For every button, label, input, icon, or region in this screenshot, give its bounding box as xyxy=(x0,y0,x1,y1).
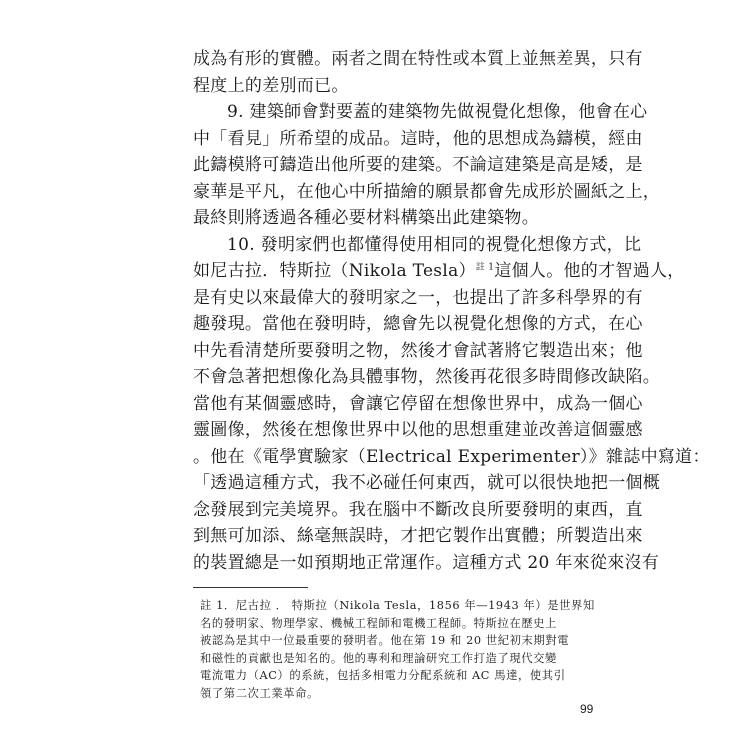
text-segment: 這個人。他的才智過人， xyxy=(494,261,685,281)
text-line: 最終則將透過各種必要材料構築出此建築物。 xyxy=(193,208,539,228)
footnote-line: 電流電力（AC）的系統，包括多相電力分配系統和 AC 馬達，使其引 xyxy=(200,669,566,683)
paragraph-start-line: 10. 發明家們也都懂得使用相同的視覺化想像方式，比 xyxy=(227,234,642,255)
text-line: 的裝置總是一如預期地正常運作。這種方式 20 年來從來沒有 xyxy=(193,552,660,573)
text-line-with-footnote xyxy=(193,258,685,285)
text-line: 到無可加添、絲毫無誤時，才把它製作出實體；所製造出來 xyxy=(193,526,643,546)
text-line: 程度上的差別而已。 xyxy=(193,75,349,96)
paragraph-start-line: 9. 建築師會對要蓋的建築物先做視覺化想像，他會在心 xyxy=(227,102,648,122)
footnote-divider xyxy=(193,587,308,588)
footnote-marker: 註 1 xyxy=(475,262,495,273)
text-line: 念發展到完美境界。我在腦中不斷改良所要發明的東西，直 xyxy=(193,499,643,520)
text-segment: 如尼古拉．特斯拉（Nikola Tesla） xyxy=(193,261,476,281)
footnote-line: 名的發明家、物理學家、機械工程師和電機工程師。特斯拉在歷史上 xyxy=(200,616,557,630)
text-line: 此鑄模將可鑄造出他所要的建築。不論這建築是高是矮，是 xyxy=(193,155,643,175)
footnote-line: 和磁性的貢獻也是知名的。他的專利和理論研究工作打造了現代交變 xyxy=(200,651,557,665)
body-text xyxy=(193,46,710,576)
text-line: 不會急著把想像化為具體事物，然後再花很多時間修改缺陷。 xyxy=(193,367,661,387)
footnote-line: 被認為是其中一位最重要的發明者。他在第 19 和 20 世紀初末期對電 xyxy=(200,634,570,648)
text-line: 靈圖像，然後在想像世界中以他的思想重建並改善這個靈感 xyxy=(193,420,643,440)
text-line: 豪華是平凡，在他心中所描繪的願景都會先成形於圖紙之上， xyxy=(193,181,661,202)
text-line: 是有史以來最偉大的發明家之一，也提出了許多科學界的有 xyxy=(193,287,643,308)
text-line: 成為有形的實體。兩者之間在特性或本質上並無差異，只有 xyxy=(193,49,643,69)
text-line: 中「看見」所希望的成品。這時，他的思想成為鑄模，經由 xyxy=(193,128,643,149)
page-number: 99 xyxy=(580,702,594,716)
text-line: 「透過這種方式，我不必碰任何東西，就可以很快地把一個概 xyxy=(193,473,661,493)
footnote-line: 領了第二次工業革命。 xyxy=(200,686,319,700)
text-line: 。他在《電學實驗家（Electrical Experimenter）》雜誌中寫道： xyxy=(193,446,710,467)
text-line: 當他有某個靈感時，會讓它停留在想像世界中，成為一個心 xyxy=(193,393,643,414)
text-line: 中先看清楚所要發明之物，然後才會試著將它製造出來；他 xyxy=(193,340,643,361)
footnote xyxy=(200,597,595,703)
text-line: 趣發現。當他在發明時，總會先以視覺化想像的方式，在心 xyxy=(193,314,643,334)
footnote-line: 註 1．尼古拉 ． 特斯拉（Nikola Tesla，1856 年—1943 年）是世界知 xyxy=(200,599,595,612)
